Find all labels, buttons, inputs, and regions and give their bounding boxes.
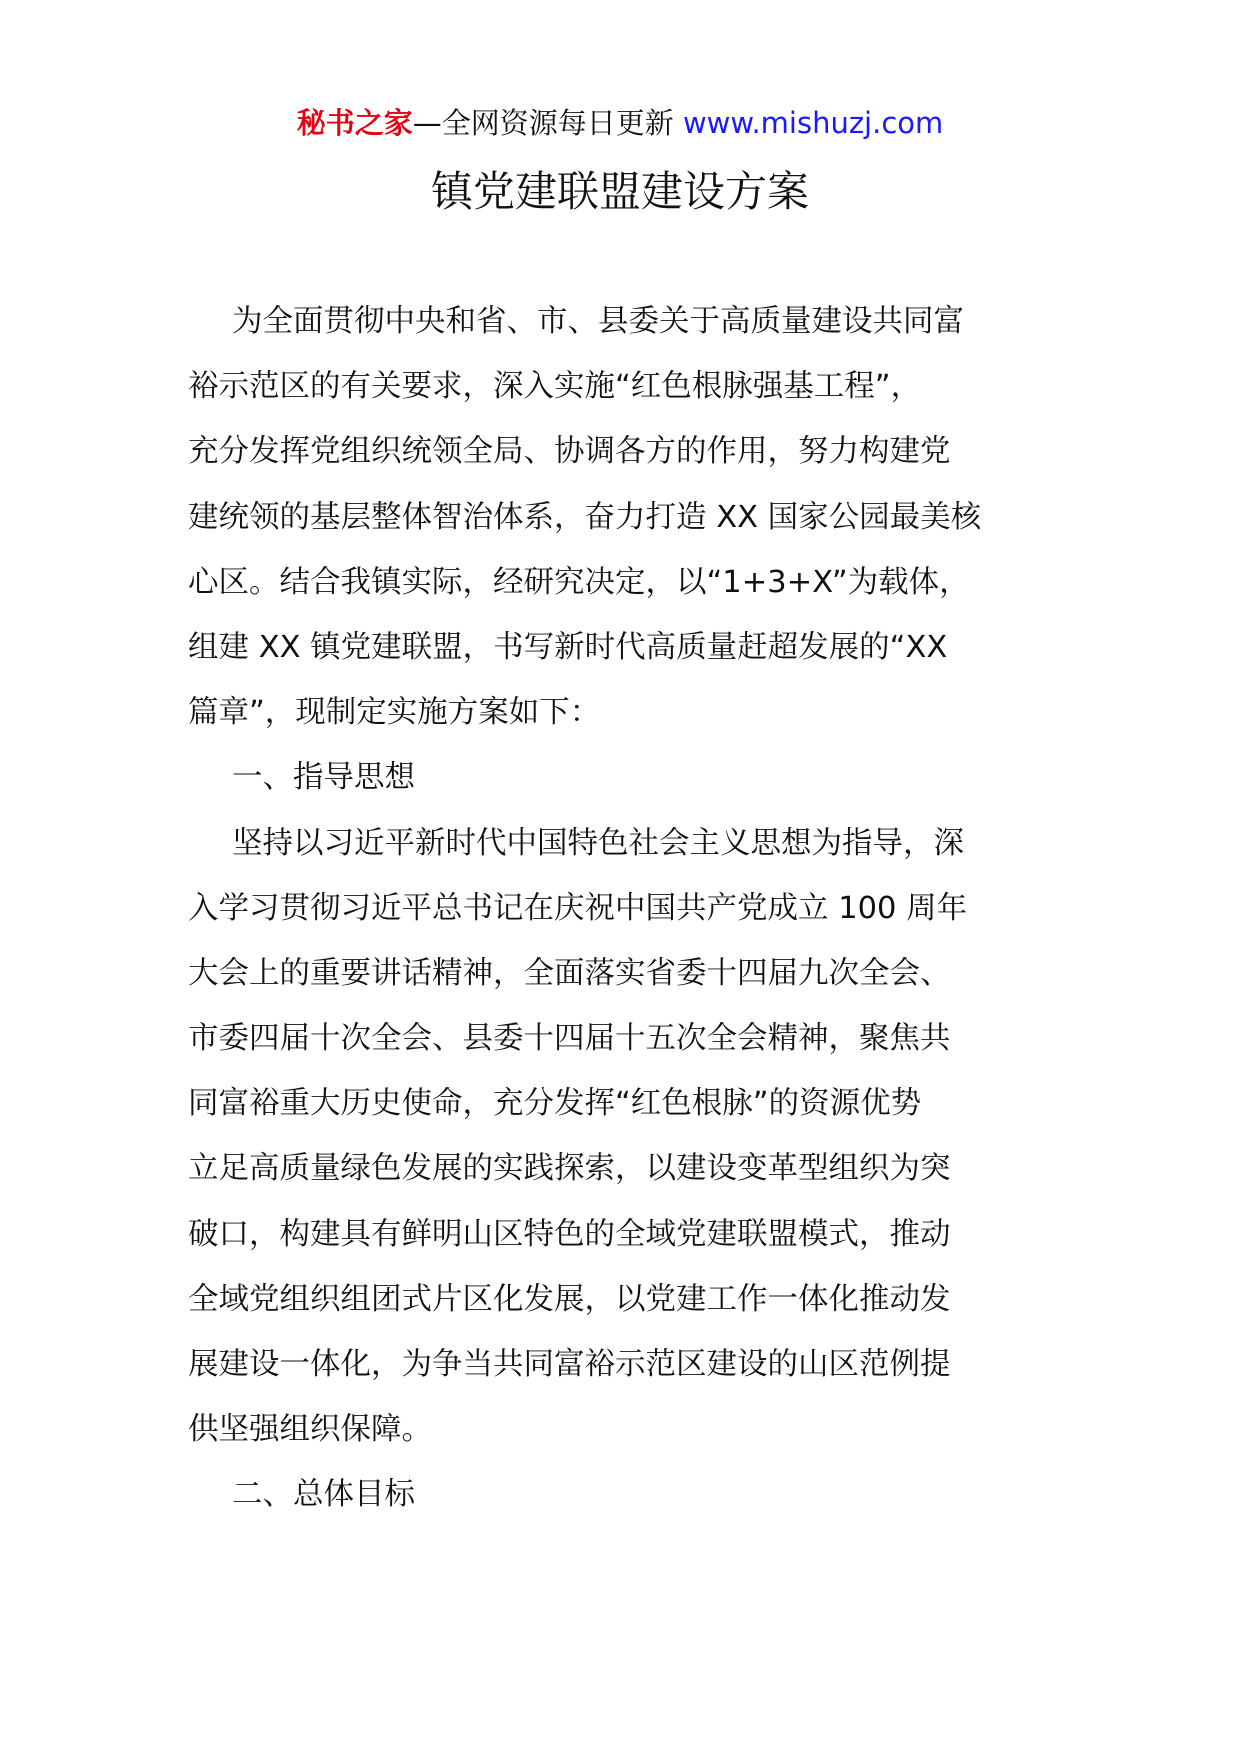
- site-url[interactable]: www.mishuzj.com: [682, 106, 944, 140]
- paragraph-guidance-line: 入学习贯彻习近平总书记在庆祝中国共产党成立 100 周年: [188, 890, 968, 926]
- section-heading: 二、总体目标: [232, 1477, 415, 1513]
- paragraph-guidance-line: 坚持以习近平新时代中国特色社会主义思想为指导，深: [232, 825, 964, 861]
- paragraph-guidance-line: 同富裕重大历史使命，充分发挥“红色根脉”的资源优势: [188, 1086, 922, 1122]
- paragraph-intro-line: 心区。结合我镇实际，经研究决定，以“1+3+X”为载体，: [188, 564, 970, 600]
- paragraph-intro-line: 组建 XX 镇党建联盟，书写新时代高质量赶超发展的“XX: [188, 629, 948, 665]
- paragraph-guidance-line: 供坚强组织保障。: [188, 1412, 432, 1448]
- paragraph-intro-line: 裕示范区的有关要求，深入实施“红色根脉强基工程”，: [188, 369, 922, 405]
- section-heading: 一、指导思想: [232, 760, 415, 796]
- paragraph-guidance-line: 全域党组织组团式片区化发展，以党建工作一体化推动发: [188, 1281, 951, 1317]
- paragraph-guidance-line: 大会上的重要讲话精神，全面落实省委十四届九次全会、: [188, 955, 951, 991]
- paragraph-guidance-line: 市委四届十次全会、县委十四届十五次全会精神，聚焦共: [188, 1021, 951, 1057]
- site-brand: 秘书之家: [296, 106, 413, 140]
- paragraph-intro-line: 充分发挥党组织统领全局、协调各方的作用，努力构建党: [188, 434, 951, 470]
- paragraph-intro-line: 篇章”，现制定实施方案如下：: [188, 695, 601, 731]
- document-title: 镇党建联盟建设方案: [430, 167, 809, 216]
- site-header: [0, 103, 1240, 143]
- paragraph-intro-line: 建统领的基层整体智治体系，奋力打造 XX 国家公园最美核: [188, 499, 982, 535]
- paragraph-guidance-line: 立足高质量绿色发展的实践探索，以建设变革型组织为突: [188, 1151, 951, 1187]
- paragraph-guidance-line: 展建设一体化，为争当共同富裕示范区建设的山区范例提: [188, 1347, 951, 1382]
- paragraph-intro-line: 为全面贯彻中央和省、市、县委关于高质量建设共同富: [232, 304, 964, 339]
- document-body: [188, 289, 1088, 1528]
- site-slogan: —全网资源每日更新: [412, 106, 683, 140]
- paragraph-guidance-line: 破口，构建具有鲜明山区特色的全域党建联盟模式，推动: [188, 1216, 951, 1252]
